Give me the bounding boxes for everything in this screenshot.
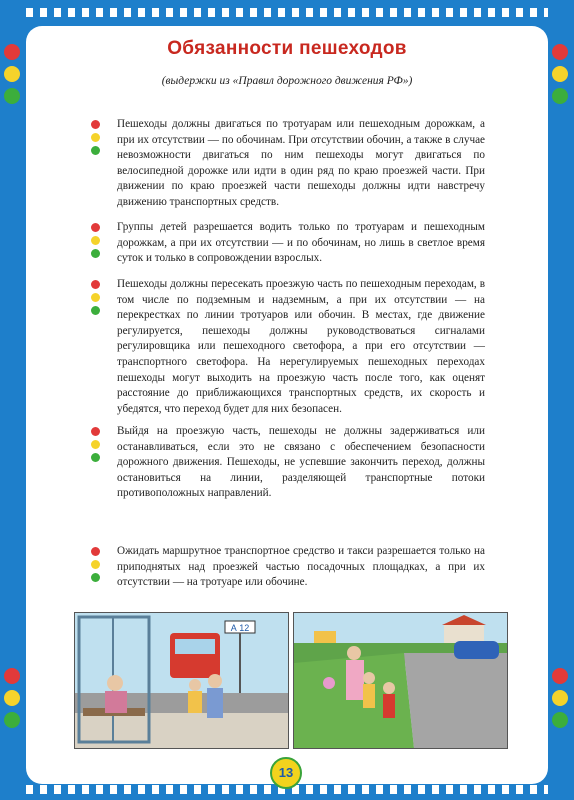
page-number-badge: 13 xyxy=(270,757,302,789)
bullet-traffic-light-icon xyxy=(91,120,100,155)
bullet-traffic-light-icon xyxy=(91,427,100,462)
paragraph: Пешеходы должны пересекать проезжую часть по пешеходным переходам, в том числе по подземным и надземным, а при их отсутствии — на перекрестках по линии тротуаров или обочин. В местах, где движение регулируется, пешеходы должны руководствоваться сигналами регулировщика или пешеходного светофора, а при его отсутствии — транспортного светофора. На нерегулируемых пешеходных переходах пешеходы могут выходить на проезжую часть после того, как оценят расстояние до приближающихся транспортных средств, их скорость и убедятся, что переход будет для них безопасен. xyxy=(117,278,485,415)
traffic-light-icon xyxy=(4,668,20,728)
page-subtitle: (выдержки из «Правил дорожного движения РФ») xyxy=(161,75,413,87)
paragraph: Пешеходы должны двигаться по тротуарам или пешеходным дорожкам, а при их отсутствии — по обочинам. При отсутствии обочин, а также в случае невозможности двигаться по ним пешеходы могут двигаться по велосипедной дорожке или идти в один ряд по краю проезжей части. При движении по краю проезжей части пешеходы должны идти навстречу движению транспортных средств. xyxy=(117,118,485,208)
bullet-traffic-light-icon xyxy=(91,223,100,258)
top-stripe xyxy=(26,8,548,17)
bus-stop-illustration xyxy=(74,612,289,749)
bullet-traffic-light-icon xyxy=(91,547,100,582)
paragraph: Ожидать маршрутное транспортное средство и такси разрешается только на приподнятых над проезжей частью посадочных площадках, а при их отсутствии — на тротуаре или обочине. xyxy=(117,545,485,589)
paragraph: Группы детей разрешается водить только по тротуарам и пешеходным дорожкам, а при их отсутствии — и по обочинам, но лишь в светлое время суток и только в сопровождении взрослых. xyxy=(117,221,485,265)
illustrations xyxy=(74,612,506,747)
traffic-light-icon xyxy=(552,668,568,728)
bullet-traffic-light-icon xyxy=(91,280,100,315)
bus-stop-sign: А 12 xyxy=(230,623,250,633)
roadside-walk-illustration xyxy=(293,612,508,749)
paragraph: Выйдя на проезжую часть, пешеходы не должны задерживаться или останавливаться, если это не связано с обеспечением безопасности дорожного движения. Пешеходы, не успевшие закончить переход, должны остановиться на линии, разделяющей транспортные потоки противоположных направлений. xyxy=(117,425,485,500)
page-title: Обязанности пешеходов xyxy=(167,38,407,59)
